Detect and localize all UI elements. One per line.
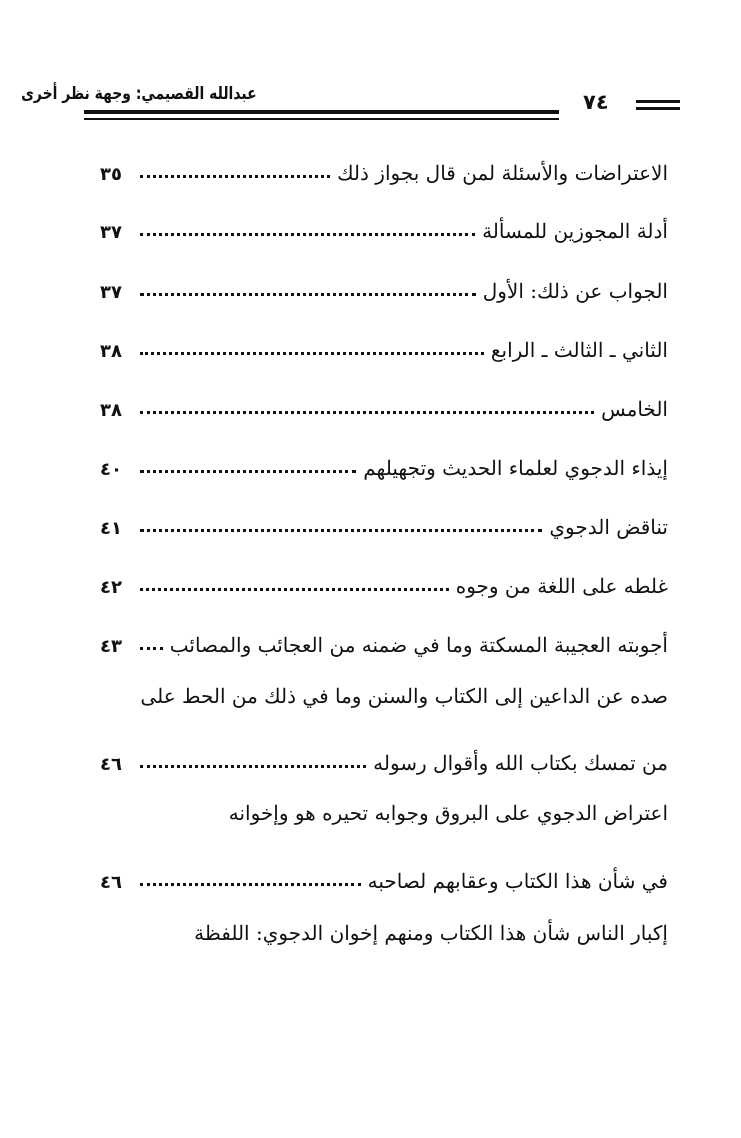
toc-continuation-line: إكبار الناس شأن هذا الكتاب ومنهم إخوان الدجوي: اللفظة <box>194 921 668 945</box>
dot-leader <box>140 293 476 296</box>
entry-page-number: ٤٦ <box>100 872 122 893</box>
toc-entry <box>100 193 668 243</box>
toc-entry <box>100 253 668 303</box>
entry-title: تناقض الدجوي <box>549 515 668 539</box>
entry-page-number: ٤٠ <box>100 459 122 480</box>
page-number-mark-top <box>636 100 680 103</box>
entry-page-number: ٤١ <box>100 518 122 539</box>
toc-entry <box>100 430 668 480</box>
dot-leader <box>140 883 361 886</box>
dot-leader <box>140 233 475 236</box>
entry-page-number: ٤٦ <box>100 754 122 775</box>
page-number: ٧٤ <box>583 90 609 114</box>
toc-entry <box>100 843 668 893</box>
entry-title: الجواب عن ذلك: الأول <box>482 279 668 303</box>
entry-page-number: ٣٥ <box>100 164 122 185</box>
entry-page-number: ٤٢ <box>100 577 122 598</box>
toc-continuation-line: اعتراض الدجوي على البروق وجوابه تحيره هو وإخوانه <box>228 801 668 825</box>
toc-entry <box>100 371 668 421</box>
dot-leader <box>140 588 449 591</box>
toc-entry <box>100 135 668 185</box>
toc-entry <box>100 312 668 362</box>
entry-page-number: ٣٨ <box>100 341 122 362</box>
entry-title: أدلة المجوزين للمسألة <box>482 219 668 243</box>
entry-title: الثاني ـ الثالث ـ الرابع <box>490 338 668 362</box>
dot-leader <box>140 470 356 473</box>
entry-title: إيذاء الدجوي لعلماء الحديث وتجهيلهم <box>363 456 668 480</box>
header-rule-thick <box>84 110 559 114</box>
running-title: عبدالله القصيمي: وجهة نظر أخرى <box>21 84 257 104</box>
entry-title: الاعتراضات والأسئلة لمن قال بجواز ذلك <box>337 161 668 185</box>
entry-page-number: ٣٧ <box>100 282 122 303</box>
dot-leader <box>140 529 542 532</box>
entry-title: من تمسك بكتاب الله وأقوال رسوله <box>373 751 668 775</box>
entry-title: في شأن هذا الكتاب وعقابهم لصاحبه <box>367 869 668 893</box>
dot-leader <box>140 352 484 355</box>
toc-entry <box>100 489 668 539</box>
dot-leader <box>140 411 594 414</box>
entry-page-number: ٣٨ <box>100 400 122 421</box>
entry-title: الخامس <box>601 397 668 421</box>
entry-page-number: ٤٣ <box>100 636 122 657</box>
entry-page-number: ٣٧ <box>100 222 122 243</box>
dot-leader <box>140 647 163 650</box>
toc-continuation-line: صده عن الداعين إلى الكتاب والسنن وما في ذلك من الحط على <box>140 684 668 708</box>
entry-title: غلطه على اللغة من وجوه <box>455 574 668 598</box>
dot-leader <box>140 765 366 768</box>
header-rule-thin <box>84 118 559 120</box>
page-number-mark-bottom <box>636 107 680 110</box>
dot-leader <box>140 175 330 178</box>
toc-entry <box>100 607 668 657</box>
toc-entry <box>100 725 668 775</box>
entry-title: أجوبته العجيبة المسكتة وما في ضمنه من العجائب والمصائب <box>169 633 668 657</box>
toc-entry <box>100 548 668 598</box>
